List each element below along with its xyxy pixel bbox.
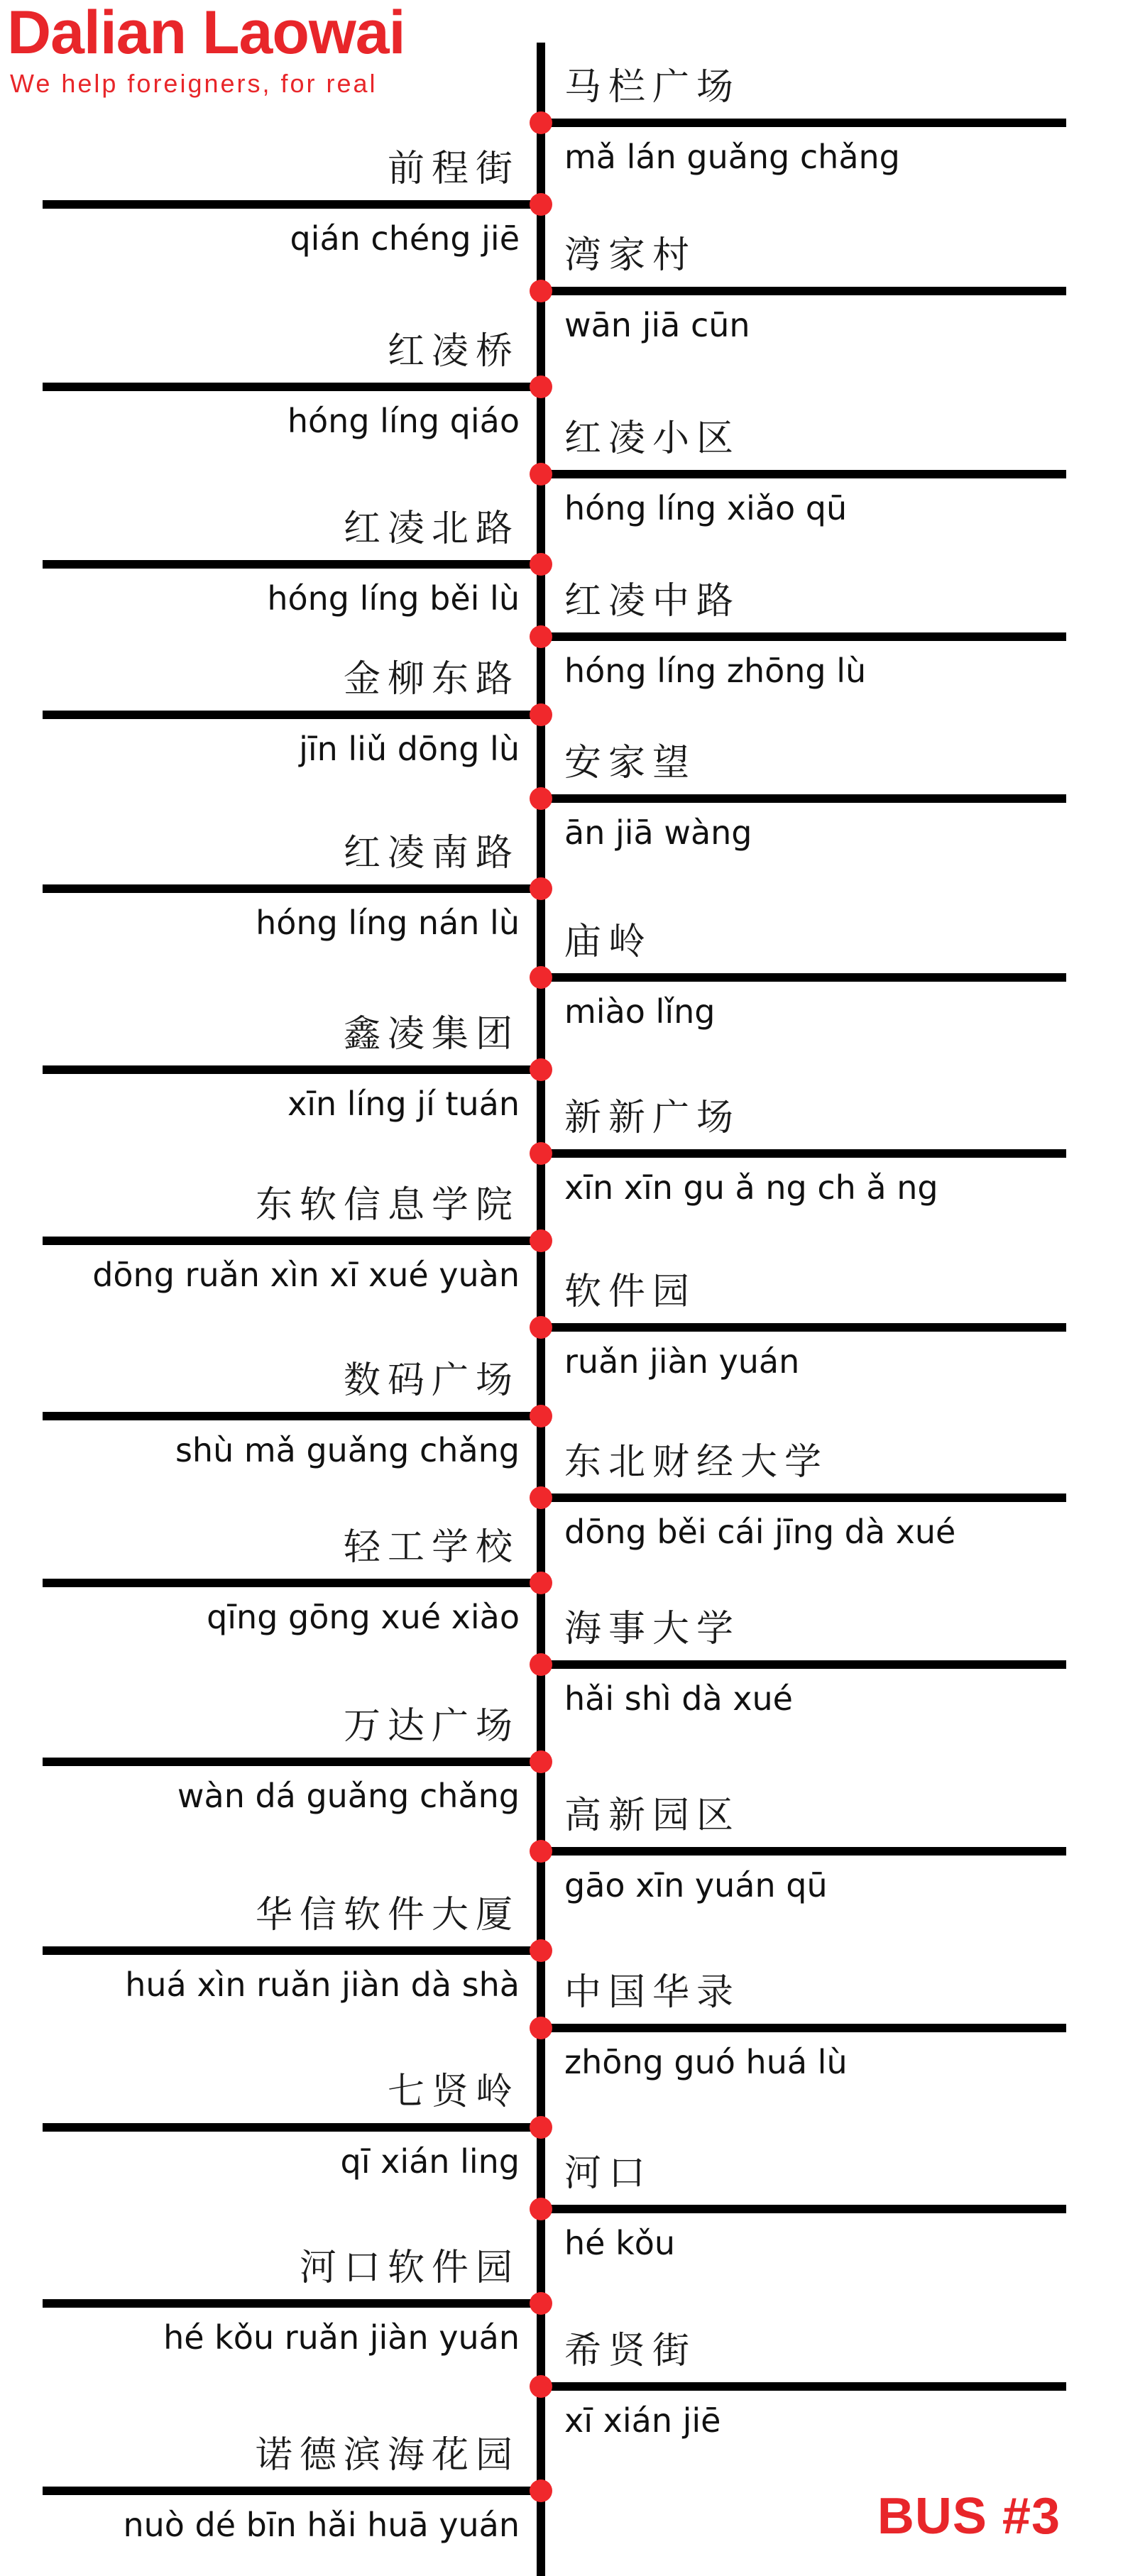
stop-name: 马栏广场 xyxy=(564,66,741,109)
stop-pinyin: hé kǒu xyxy=(564,2224,676,2262)
stop-pinyin: qīng gōng xué xiào xyxy=(207,1598,520,1636)
stop-dot[interactable] xyxy=(530,1939,552,1962)
stop-line-right xyxy=(541,1493,1066,1502)
stop-pinyin: mǎ lán guǎng chǎng xyxy=(564,138,900,176)
stop-line-left xyxy=(43,711,541,719)
stop-dot[interactable] xyxy=(530,2116,552,2139)
stop-name: 轻工学校 xyxy=(343,1526,520,1569)
stop-name: 中国华录 xyxy=(564,1971,741,2014)
stop-pinyin: shù mǎ guǎng chǎng xyxy=(175,1431,520,1469)
stop-dot[interactable] xyxy=(530,1142,552,1165)
stop-name: 河口软件园 xyxy=(299,2247,520,2289)
stop-line-right xyxy=(541,119,1066,127)
stop-dot[interactable] xyxy=(530,1316,552,1339)
logo-tagline: We help foreigners, for real xyxy=(10,69,378,98)
stop-name: 庙岭 xyxy=(564,921,653,963)
stop-line-left xyxy=(43,383,541,391)
stop-dot[interactable] xyxy=(530,376,552,398)
stop-name: 红凌桥 xyxy=(387,330,520,373)
stop-pinyin: xī xián jiē xyxy=(564,2401,721,2440)
stop-name: 湾家村 xyxy=(564,234,697,277)
stop-dot[interactable] xyxy=(530,1572,552,1594)
stop-pinyin: miào lǐng xyxy=(564,992,716,1031)
stop-dot[interactable] xyxy=(530,2479,552,2502)
stop-name: 软件园 xyxy=(564,1271,697,1313)
stop-line-left xyxy=(43,1946,541,1955)
stop-line-right xyxy=(541,2024,1066,2032)
stop-line-left xyxy=(43,884,541,893)
stop-pinyin: hóng líng běi lù xyxy=(267,579,520,618)
stop-name: 诺德滨海花园 xyxy=(255,2434,520,2477)
stop-name: 东软信息学院 xyxy=(255,1184,520,1227)
stop-pinyin: hóng líng xiǎo qū xyxy=(564,489,848,527)
stop-name: 安家望 xyxy=(564,742,697,784)
stop-line-right xyxy=(541,287,1066,295)
stop-pinyin: xīn líng jí tuán xyxy=(287,1085,520,1123)
stop-name: 希贤街 xyxy=(564,2330,697,2372)
route-spine xyxy=(537,43,545,2576)
stop-name: 红凌南路 xyxy=(343,832,520,875)
stop-dot[interactable] xyxy=(530,2375,552,2398)
stop-pinyin: gāo xīn yuán qū xyxy=(564,1866,828,1904)
stop-dot[interactable] xyxy=(530,553,552,576)
stop-line-right xyxy=(541,1847,1066,1856)
bus-route-label: BUS #3 xyxy=(877,2488,1061,2545)
stop-name: 红凌北路 xyxy=(343,508,520,550)
stop-line-right xyxy=(541,1149,1066,1158)
stop-name: 前程街 xyxy=(387,148,520,190)
stop-pinyin: nuò dé bīn hǎi huā yuán xyxy=(123,2506,520,2544)
stop-name: 红凌小区 xyxy=(564,417,741,460)
stop-line-left xyxy=(43,1065,541,1074)
stop-name: 海事大学 xyxy=(564,1608,741,1650)
stop-line-left xyxy=(43,1579,541,1587)
stop-dot[interactable] xyxy=(530,703,552,726)
stop-name: 万达广场 xyxy=(343,1705,520,1748)
stop-pinyin: dōng ruǎn xìn xī xué yuàn xyxy=(92,1256,520,1294)
stop-dot[interactable] xyxy=(530,1653,552,1676)
stop-line-right xyxy=(541,973,1066,982)
stop-name: 红凌中路 xyxy=(564,580,741,623)
stop-name: 七贤岭 xyxy=(387,2071,520,2113)
stop-pinyin: wān jiā cūn xyxy=(564,306,750,344)
stop-dot[interactable] xyxy=(530,1229,552,1252)
stop-name: 数码广场 xyxy=(343,1359,520,1402)
stop-line-right xyxy=(541,794,1066,803)
stop-dot[interactable] xyxy=(530,463,552,486)
logo-title: Dalian Laowai xyxy=(7,0,405,67)
stop-line-left xyxy=(43,560,541,569)
stop-pinyin: qī xián ling xyxy=(340,2142,520,2181)
stop-pinyin: qián chéng jiē xyxy=(290,219,520,258)
stop-pinyin: ruǎn jiàn yuán xyxy=(564,1342,800,1381)
stop-dot[interactable] xyxy=(530,966,552,989)
stop-line-left xyxy=(43,2299,541,2308)
stop-dot[interactable] xyxy=(530,787,552,810)
stop-dot[interactable] xyxy=(530,1405,552,1427)
stop-line-left xyxy=(43,1412,541,1420)
stop-dot[interactable] xyxy=(530,2198,552,2220)
stop-pinyin: hé kǒu ruǎn jiàn yuán xyxy=(163,2318,520,2357)
stop-name: 高新园区 xyxy=(564,1794,741,1837)
stop-dot[interactable] xyxy=(530,877,552,900)
stop-dot[interactable] xyxy=(530,1840,552,1863)
stop-pinyin: hóng líng qiáo xyxy=(287,402,520,440)
stop-pinyin: zhōng guó huá lù xyxy=(564,2043,848,2081)
stop-pinyin: hóng líng nán lù xyxy=(256,904,520,942)
stop-line-left xyxy=(43,2487,541,2495)
stop-dot[interactable] xyxy=(530,1486,552,1509)
stop-line-left xyxy=(43,200,541,209)
stop-name: 金柳东路 xyxy=(343,658,520,701)
stop-dot[interactable] xyxy=(530,2292,552,2315)
stop-line-right xyxy=(541,632,1066,641)
stop-dot[interactable] xyxy=(530,193,552,216)
stop-name: 华信软件大厦 xyxy=(255,1894,520,1936)
stop-pinyin: hǎi shì dà xué xyxy=(564,1679,793,1718)
stop-line-right xyxy=(541,470,1066,478)
stop-name: 新新广场 xyxy=(564,1097,741,1139)
stop-pinyin: jīn liǔ dōng lù xyxy=(299,730,520,768)
stop-name: 河口 xyxy=(564,2152,653,2195)
stop-dot[interactable] xyxy=(530,625,552,648)
stop-line-left xyxy=(43,1758,541,1766)
stop-pinyin: wàn dá guǎng chǎng xyxy=(177,1777,520,1815)
stop-dot[interactable] xyxy=(530,1058,552,1081)
stop-line-right xyxy=(541,1323,1066,1332)
stop-line-right xyxy=(541,1660,1066,1669)
stop-pinyin: dōng běi cái jīng dà xué xyxy=(564,1513,956,1551)
stop-pinyin: huá xìn ruǎn jiàn dà shà xyxy=(125,1966,520,2004)
stop-name: 东北财经大学 xyxy=(564,1441,829,1484)
stop-dot[interactable] xyxy=(530,1750,552,1773)
stop-pinyin: xīn xīn gu ǎ ng ch ǎ ng xyxy=(564,1168,938,1207)
stop-dot[interactable] xyxy=(530,2017,552,2039)
stop-name: 鑫凌集团 xyxy=(343,1013,520,1056)
stop-pinyin: ān jiā wàng xyxy=(564,813,752,852)
stop-line-right xyxy=(541,2382,1066,2391)
stop-pinyin: hóng líng zhōng lù xyxy=(564,652,867,690)
stop-dot[interactable] xyxy=(530,280,552,302)
stop-line-left xyxy=(43,2123,541,2132)
stop-dot[interactable] xyxy=(530,111,552,134)
stop-line-left xyxy=(43,1237,541,1245)
stop-line-right xyxy=(541,2205,1066,2213)
